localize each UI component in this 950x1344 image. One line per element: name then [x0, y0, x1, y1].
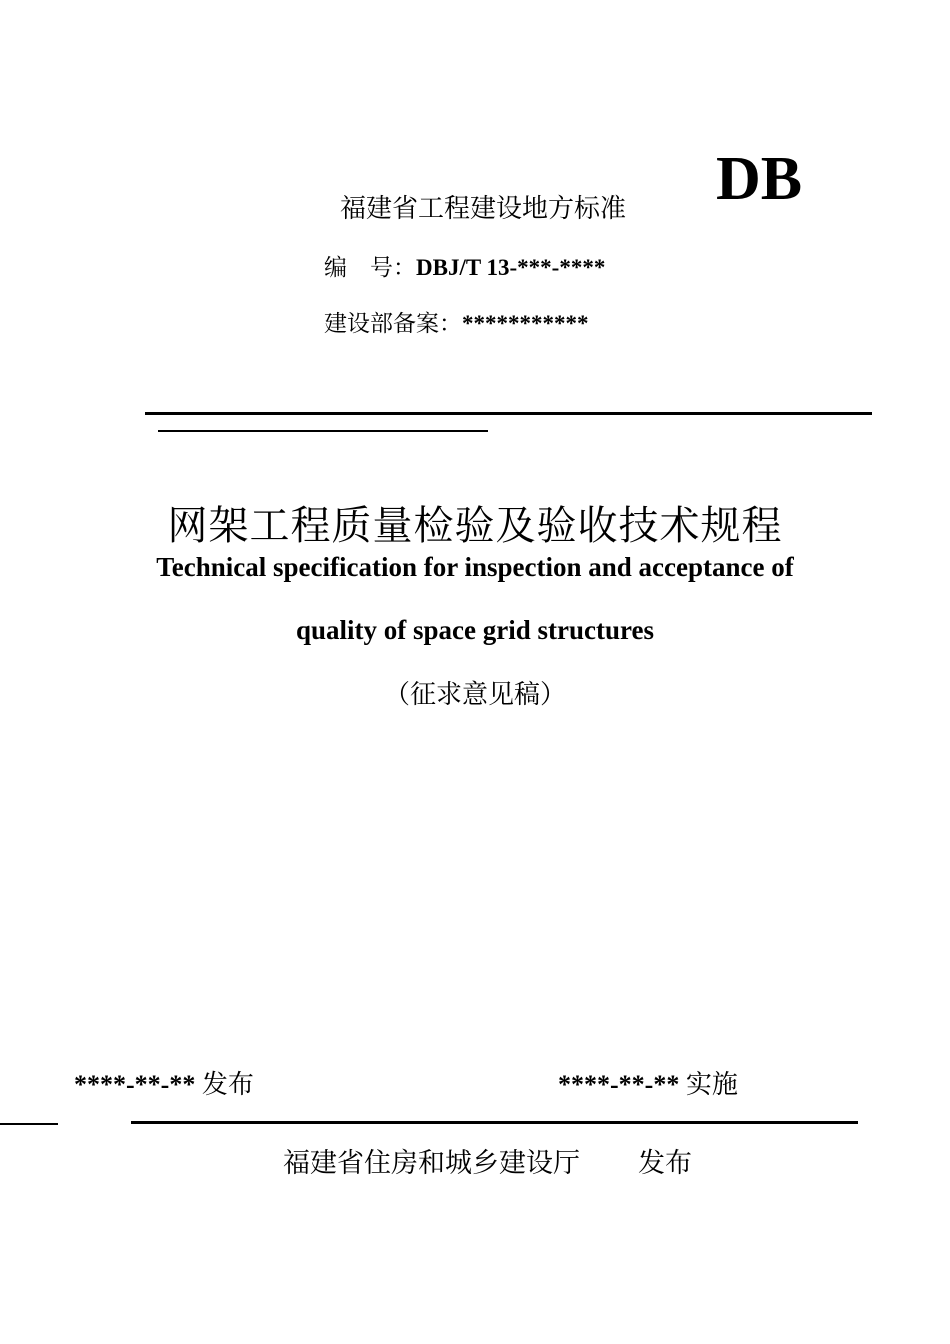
effective-word: 实施	[685, 1070, 738, 1100]
effective-date-line	[558, 1064, 738, 1101]
draft-note: （征求意见稿）	[383, 680, 566, 710]
release-date-line	[74, 1064, 254, 1101]
standard-type: 福建省工程建设地方标准	[340, 194, 627, 224]
footer-divider-main	[131, 1121, 858, 1124]
header-divider-thin	[158, 430, 488, 432]
db-mark: DB	[716, 145, 803, 213]
standard-code-line	[324, 249, 605, 282]
release-date: ****-**-**	[74, 1070, 196, 1099]
document-title-english-line2: quality of space grid structures	[296, 615, 654, 645]
footer-divider-short	[0, 1123, 58, 1125]
issuer-action: 发布	[638, 1148, 692, 1179]
effective-date: ****-**-**	[558, 1070, 680, 1099]
document-title-chinese: 网架工程质量检验及验收技术规程	[167, 503, 783, 549]
document-title-english-line1: Technical specification for inspection and acceptance of	[156, 552, 794, 582]
standard-code-label: 编 号：	[324, 255, 416, 281]
issuer-name: 福建省住房和城乡建设厅	[283, 1148, 580, 1179]
standard-code-value: DBJ/T 13-***-****	[416, 255, 606, 280]
header-divider-thick	[145, 412, 872, 415]
issuer-line	[283, 1141, 692, 1180]
record-number-value: ***********	[462, 311, 589, 336]
record-number-line	[324, 305, 589, 338]
release-word: 发布	[201, 1070, 254, 1100]
record-number-label: 建设部备案：	[324, 311, 462, 337]
